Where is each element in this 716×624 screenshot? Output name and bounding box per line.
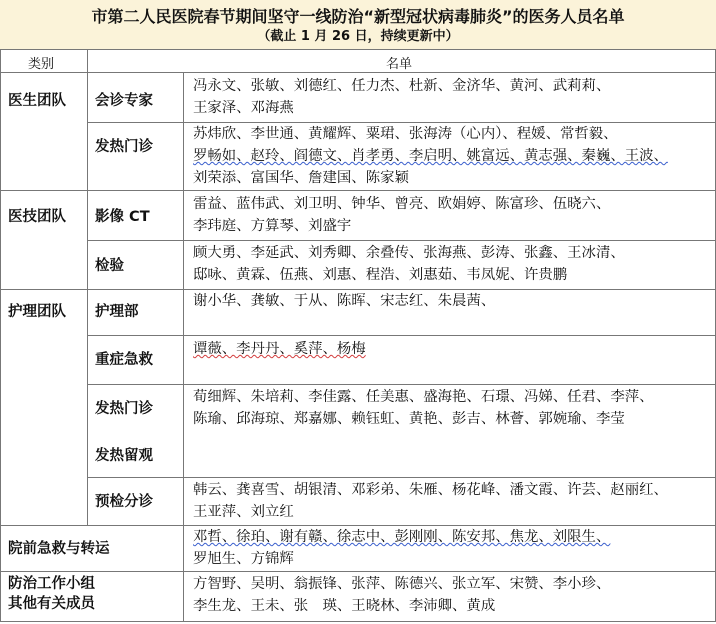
names-prehospital [193, 526, 709, 570]
category-work-group-line2: 其他有关成员 [8, 596, 95, 612]
name-line: 李玮庭、方算琴、刘盛宇 [193, 218, 352, 234]
name-line: 方智野、吴明、翁振锋、张萍、陈德兴、张立军、宋赞、李小珍、 [193, 576, 611, 592]
name-line [193, 145, 709, 167]
category-work-group-line1: 防治工作小组 [8, 576, 95, 592]
grid-line [0, 49, 716, 50]
grid-line [0, 190, 716, 191]
names-fever-clinic-doctors [193, 123, 709, 189]
subcategory-fever-observation: 发热留观 [95, 448, 153, 464]
name-line: 荀细辉、朱培莉、李佳露、任美惠、盛海艳、石璟、冯娣、任君、李萍、 [193, 389, 654, 405]
title-band [0, 0, 716, 50]
grid-line [183, 72, 184, 525]
name-squiggle: 邓哲、徐珀、谢有赣、徐志中、彭刚刚、陈安邦、焦龙、刘限生、 [193, 529, 611, 545]
grid-line [87, 240, 716, 241]
grid-line [0, 72, 716, 73]
category-prehospital: 院前急救与转运 [8, 541, 110, 557]
name-line: 苏炜欣、李世通、黄耀辉、粟珺、张海涛（心内）、程媛、常哲毅、 [193, 126, 618, 142]
name-line: 谢小华、龚敏、于从、陈晖、宋志红、朱晨茜、 [193, 293, 496, 309]
category-nursing-team: 护理团队 [8, 304, 66, 320]
grid-line [87, 49, 88, 73]
grid-line [0, 49, 1, 622]
subcategory-fever-clinic: 发热门诊 [95, 139, 153, 155]
subcategory-critical-care: 重症急救 [95, 352, 153, 368]
subcategory-lab: 检验 [95, 258, 124, 274]
name-squiggle: 罗畅如、赵玲、阎德文、肖孝勇、李启明、姚富远、黄志强、秦巍、王波、 [193, 148, 668, 164]
header-names: 名单 [386, 57, 413, 72]
category-tech-team: 医技团队 [8, 209, 66, 225]
grid-line [183, 525, 184, 622]
header-category: 类别 [28, 57, 55, 72]
names-triage [193, 479, 709, 523]
names-critical-care [193, 338, 709, 360]
grid-line [0, 571, 716, 572]
subcategory-consult-experts: 会诊专家 [95, 93, 153, 109]
grid-line [87, 384, 716, 385]
names-work-group [193, 573, 709, 617]
name-line: 陈瑜、邱海琼、郑嘉娜、赖钰虹、黄艳、彭吉、林薈、郭婉瑜、李莹 [193, 411, 625, 427]
name-line: 刘荣添、富国华、詹建国、陈家颖 [193, 170, 409, 186]
subcategory-triage: 预检分诊 [95, 494, 153, 510]
name-line: 冯永文、张敏、刘德红、任力杰、杜新、金济华、黄河、武莉莉、 [193, 78, 611, 94]
subcategory-imaging-ct: 影像 CT [95, 209, 150, 225]
subcategory-fever-clinic-nursing: 发热门诊 [95, 401, 153, 417]
category-doctor-team: 医生团队 [8, 93, 66, 109]
name-line [193, 338, 709, 360]
document-subtitle: （截止 1 月 26 日，持续更新中） [257, 29, 459, 44]
names-imaging-ct [193, 193, 709, 237]
name-line: 邸咏、黄霖、伍燕、刘惠、程浩、刘惠茹、韦凤妮、许贵鹏 [193, 267, 568, 283]
name-line [193, 526, 709, 548]
name-line: 罗旭生、方锦辉 [193, 551, 294, 567]
name-line: 王亚萍、刘立红 [193, 504, 294, 520]
name-line: 王家泽、邓海燕 [193, 100, 294, 116]
name-line: 顾大勇、李延武、刘秀卿、余叠传、张海燕、彭涛、张鑫、王冰清、 [193, 245, 625, 261]
grid-line [87, 72, 88, 525]
name-squiggle: 谭薇、李丹丹、奚萍、杨梅 [193, 341, 366, 357]
grid-line [87, 335, 716, 336]
document-title: 市第二人民医院春节期间坚守一线防治“新型冠状病毒肺炎”的医务人员名单 [91, 7, 625, 26]
subcategory-nursing-dept: 护理部 [95, 304, 139, 320]
grid-line [0, 621, 716, 622]
name-line: 韩云、龚喜雪、胡银清、邓彩弟、朱雁、杨花峰、潘文霞、许芸、赵丽红、 [193, 482, 668, 498]
name-line: 李生龙、王未、张 瑛、王晓林、李沛卿、黄成 [193, 598, 496, 614]
name-line: 雷益、蓝伟武、刘卫明、钟华、曾亮、欧娟婷、陈富珍、伍晓六、 [193, 196, 611, 212]
names-fever-clinic-nursing [193, 386, 709, 430]
names-consult-experts [193, 75, 709, 119]
names-lab [193, 242, 709, 286]
grid-line [87, 477, 716, 478]
names-nursing-dept [193, 290, 709, 312]
